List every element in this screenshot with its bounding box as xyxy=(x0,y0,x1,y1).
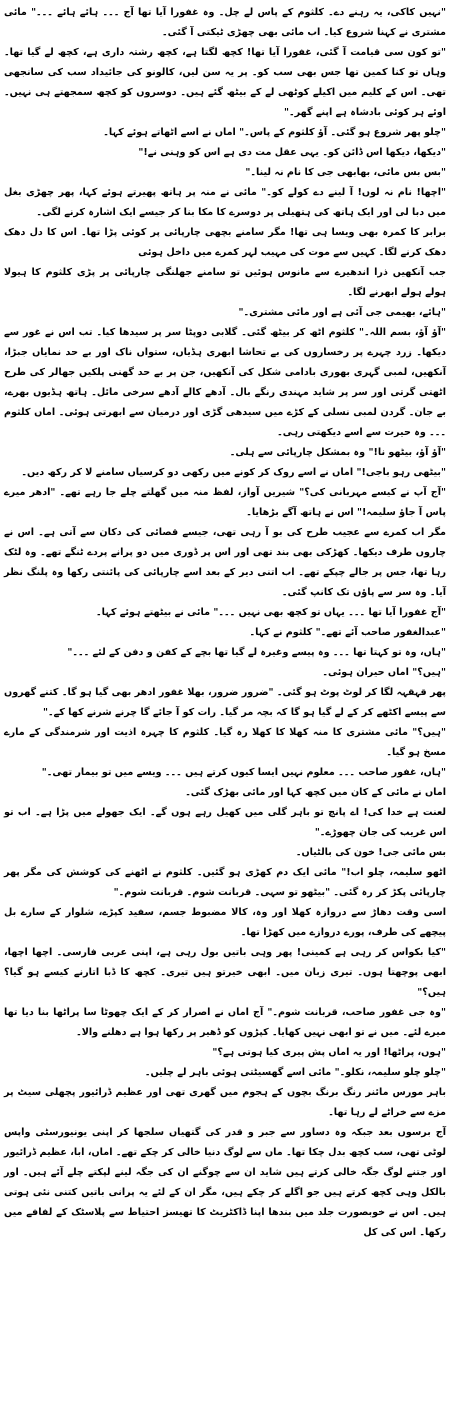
urdu-story-text xyxy=(4,3,446,1243)
paragraph: "عبدالغفور صاحب آئے تھے۔" کلثوم نے کہا۔ xyxy=(249,627,446,638)
paragraph: "آج غفورا آیا تھا ۔۔۔ یہاں تو کچھ بھی نہیں ۔۔۔" مائی نے بیٹھتے ہوئے کہا۔ xyxy=(96,607,446,618)
paragraph: "ہوں، پراٹھا! اور یہ اماں پش پیری کیا ہوتی ہے؟" xyxy=(212,1047,446,1058)
paragraph: آج برسوں بعد جبکہ وہ دساور سے جبر و قدر کی گتھیاں سلجھا کر اپنی یونیورسٹی واپس لوٹی تھی، سب کچھ بدل چکا تھا۔ ماں سے لوگ دنیا خالی کر چکے تھے۔ اماں، ابا، عظیم ڈرائیور اور جتنے لوگ جگہ خالی کرتے ہیں شاید ان سے چوگنے ان کی جگہ لینے لپکتے چلے آئے ہیں۔ اور بالکل وہی کچھ کرتے ہیں جو اگلے کر چکے ہیں، مگر ان کے لئے یہ پرانی باتیں کتنی نئی ہوتی ہیں۔ اس نے خوبصورت جلد میں بندھا اپنا ڈاکٹریٹ کا تھیسز احتیاط سے پلاسٹک کے لفافے میں رکھا۔ اس کی کل xyxy=(4,1127,446,1238)
paragraph: "دیکھا، دیکھا اس ڈائن کو۔ یہی عقل مت دی ہے اس کو وہنی نے!" xyxy=(138,147,446,158)
paragraph: "نہیں کاکی، یہ رہنے دے۔ کلثوم کے پاس لے چل۔ وہ غفورا آیا تھا آج ۔۔۔ ہائے ہائے ۔۔۔" مائی مشتری نے کہنا شروع کیا۔ اب مائی بھی چھڑی ٹیکتی آ گئی۔ xyxy=(4,7,446,38)
paragraph: "بس بس مائی، بھابھی جی کا نام نہ لینا۔" xyxy=(245,167,446,178)
paragraph: "اچھا! نام نہ لوں! آ لینے دے کولے کو۔" مائی نے منہ پر ہاتھ پھیرتے ہوئے کہا، پھر چھڑی بغل میں دبا لی اور ایک ہاتھ کی ہتھیلی پر دوسرے کا مکا بنا کر جیسے ایک اشارہ کرنے لگی۔ xyxy=(4,187,446,218)
paragraph: اماں نے مائی کے کان میں کچھ کہا اور مائی بھڑک گئی۔ xyxy=(185,787,446,798)
paragraph: بس مائی جی! خون کی بالٹیاں۔ xyxy=(295,847,446,858)
paragraph: "ہیں؟" اماں حیران ہوئی۔ xyxy=(322,667,446,678)
paragraph: "چلو چلو سلیمہ، نکلو۔" مائی اسے گھسیٹتی ہوئی باہر لے چلیں۔ xyxy=(144,1067,446,1078)
paragraph: "آؤ آؤ، بسم اللہ۔" کلثوم اٹھ کر بیٹھ گئی۔ گلابی دوپٹا سر پر سیدھا کیا۔ تب اس نے غور سے دیکھا۔ زرد چہرے پر رخساروں کی بے تحاشا ابھری ہڈیاں، ستواں ناک اور بے حد نمایاں جبڑا، آنکھیں، لمبی گہری بھوری بادامی شکل کی آنکھیں، جن پر بے حد گھنی پلکیں جھالر کی طرح اٹھتی گرتی اور سر پر شاید مہندی رنگے بال۔ آدھے کالے آدھے سرخی مائل۔ ہاتھ ہڈیوں بھرے، بے جان۔ گردن لمبی نسلی کے کڑے میں سیدھی گڑی اور درمیان سے ابھرتی ہوئی۔ اماں کلثوم ۔۔۔ وہ حیرت سے اسے دیکھتی رہی۔ xyxy=(4,327,446,438)
paragraph: "آؤ آؤ، بیٹھو نا!" وہ بمشکل چارپائی سے ہلی۔ xyxy=(229,447,446,458)
paragraph: مگر اب کمرے سے عجیب طرح کی بو آ رہی تھی، جیسے قصائی کی دکان سے آتی ہے۔ اس نے چاروں طرف دیکھا۔ کھڑکی بھی بند تھی اور اس پر ڈوری میں دو پرانے پردے ٹنگے تھے۔ وہ لٹک رہا تھا، جس پر جالے چپکے تھے۔ اب اتنی دیر کے بعد اسے چارپائی کی پائنتی رکھا وہ پلنگ نظر آیا۔ وہ سر سے پاؤں تک کانپ گئی۔ xyxy=(4,527,446,598)
paragraph: برابر کا کمرہ بھی ویسا ہی تھا! مگر سامنے بچھی چارپائی پر کوئی پڑا تھا۔ اس کا دل دھک دھک کرنے لگا۔ کہیں سے موت کی مہیب لہر کمرے میں داخل ہوئی xyxy=(4,227,446,258)
paragraph: "آج آپ نے کیسے مہربانی کی؟" شیریں آواز، لفظ منہ میں گھلتے چلے جا رہے تھے۔ "ادھر میرے پاس آ جاؤ سلیمہ!" اس نے ہاتھ آگے بڑھایا۔ xyxy=(4,487,446,518)
paragraph: "تو کون سی قیامت آ گئی، غفورا آیا تھا! کچھ لگتا ہے، کچھ رشتہ داری ہے، کچھ لے گیا تھا۔ وہاں تو کنا کمین تھا جس بھی سب کو۔ پر یہ سن لیں، کالونو کی جائیداد سب کی سانجھی تھی۔ اس کے کلیم میں اکیلے کوٹھی لے کے بیٹھ گئے ہیں۔ دوسروں کو کچھ سمجھتے ہی نہیں۔ اوئے ہر کوئی بادشاہ ہے اپنے گھر۔" xyxy=(4,47,446,118)
paragraph: لعنت ہے خدا کی! اے پانچ تو باہر گلی میں کھیل رہے ہوں گے۔ ایک جھولے میں پڑا ہے۔ اب تو اس غریب کی جان چھوڑے۔" xyxy=(4,807,446,838)
paragraph: "ہیں؟" مائی مشتری کا منہ کھلا کا کھلا رہ گیا۔ کلثوم کا چہرہ اذیت اور شرمندگی کے مارے مسخ ہو گیا۔ xyxy=(4,727,446,758)
paragraph: اسی وقت دھاڑ سے دروازہ کھلا اور وہ، کالا مضبوط جسم، سفید کپڑے، شلوار کے سارے بل پیچھے کی طرف، پورے دروازے میں کھڑا تھا۔ xyxy=(4,907,446,938)
paragraph: "بیٹھی رہو باجی!" اماں نے اسے روک کر کونے میں رکھی دو کرسیاں سامنے لا کر رکھ دیں۔ xyxy=(21,467,446,478)
paragraph: "چلو پھر شروع ہو گئی۔ آؤ کلثوم کے پاس۔" اماں نے اسے اٹھاتے ہوئے کہا۔ xyxy=(103,127,446,138)
paragraph: "کیا بکواس کر رہی ہے کمینی! پھر وہی باتیں بول رہی ہے، اپنی عربی فارسی۔ اچھا اچھا، ابھی پوچھتا ہوں۔ تیری زبان میں۔ ابھی خیرتو ہیں تیری۔ کچھ کا ڈبا اتارنے کیسے ہو گیا؟ ہیں؟" xyxy=(4,947,446,998)
paragraph: اٹھو سلیمہ، چلو اب!" مائی ایک دم کھڑی ہو گئیں۔ کلثوم نے اٹھنے کی کوشش کی مگر پھر چارپائی پکڑ کر رہ گئی۔ "بیٹھو تو سہی۔ قربانت شوم۔ قربانت شوم۔" xyxy=(4,867,446,898)
paragraph: باہر مورس مائنر رنگ برنگ بچوں کے ہجوم میں گھری تھی اور عظیم ڈرائیور پچھلی سیٹ پر مزے سے خراٹے لے رہا تھا۔ xyxy=(4,1087,446,1118)
paragraph: "ہاں، وہ تو کہتا تھا ۔۔۔ وہ پیسے وغیرہ لے گیا تھا بچے کے کفن و دفن کے لئے ۔۔۔" xyxy=(67,647,446,658)
paragraph: "وہ جی غفور صاحب، قربانت شوم۔" آج اماں نے اصرار کر کے ایک چھوٹا سا پراٹھا بنا دیا تھا میرے لئے۔ میں نے تو ابھی نہیں کھایا۔ کپڑوں کو ڈھیر پر رکھا ہوا ہے دھلنے والا۔ xyxy=(4,1007,446,1038)
paragraph: جب آنکھیں ذرا اندھیرے سے مانوس ہوئیں تو سامنے جھلنگی چارپائی پر پڑی کلثوم کا ہیولا ہولے ہولے ابھرنے لگا۔ xyxy=(4,267,446,298)
paragraph: "ہائے، بھیمی جی آئی ہے اور مائی مشتری۔" xyxy=(238,307,446,318)
paragraph: "ہاں، غفور صاحب ۔۔۔ معلوم نہیں ایسا کیوں کرتے ہیں ۔۔۔ ویسے میں تو بیمار تھی۔" xyxy=(41,767,446,778)
paragraph: پھر قہقہہ لگا کر لوٹ پوٹ ہو گئی۔ "ضرور ضرور، بھلا غفور ادھر بھی گیا ہو گا۔ کتنے گھروں سے پیسے اکٹھے کر کے لے گیا ہو گا کہ بچہ مر گیا۔ رات کو آ جائے گا چرنے شرنے کھا کے۔" xyxy=(4,687,446,718)
